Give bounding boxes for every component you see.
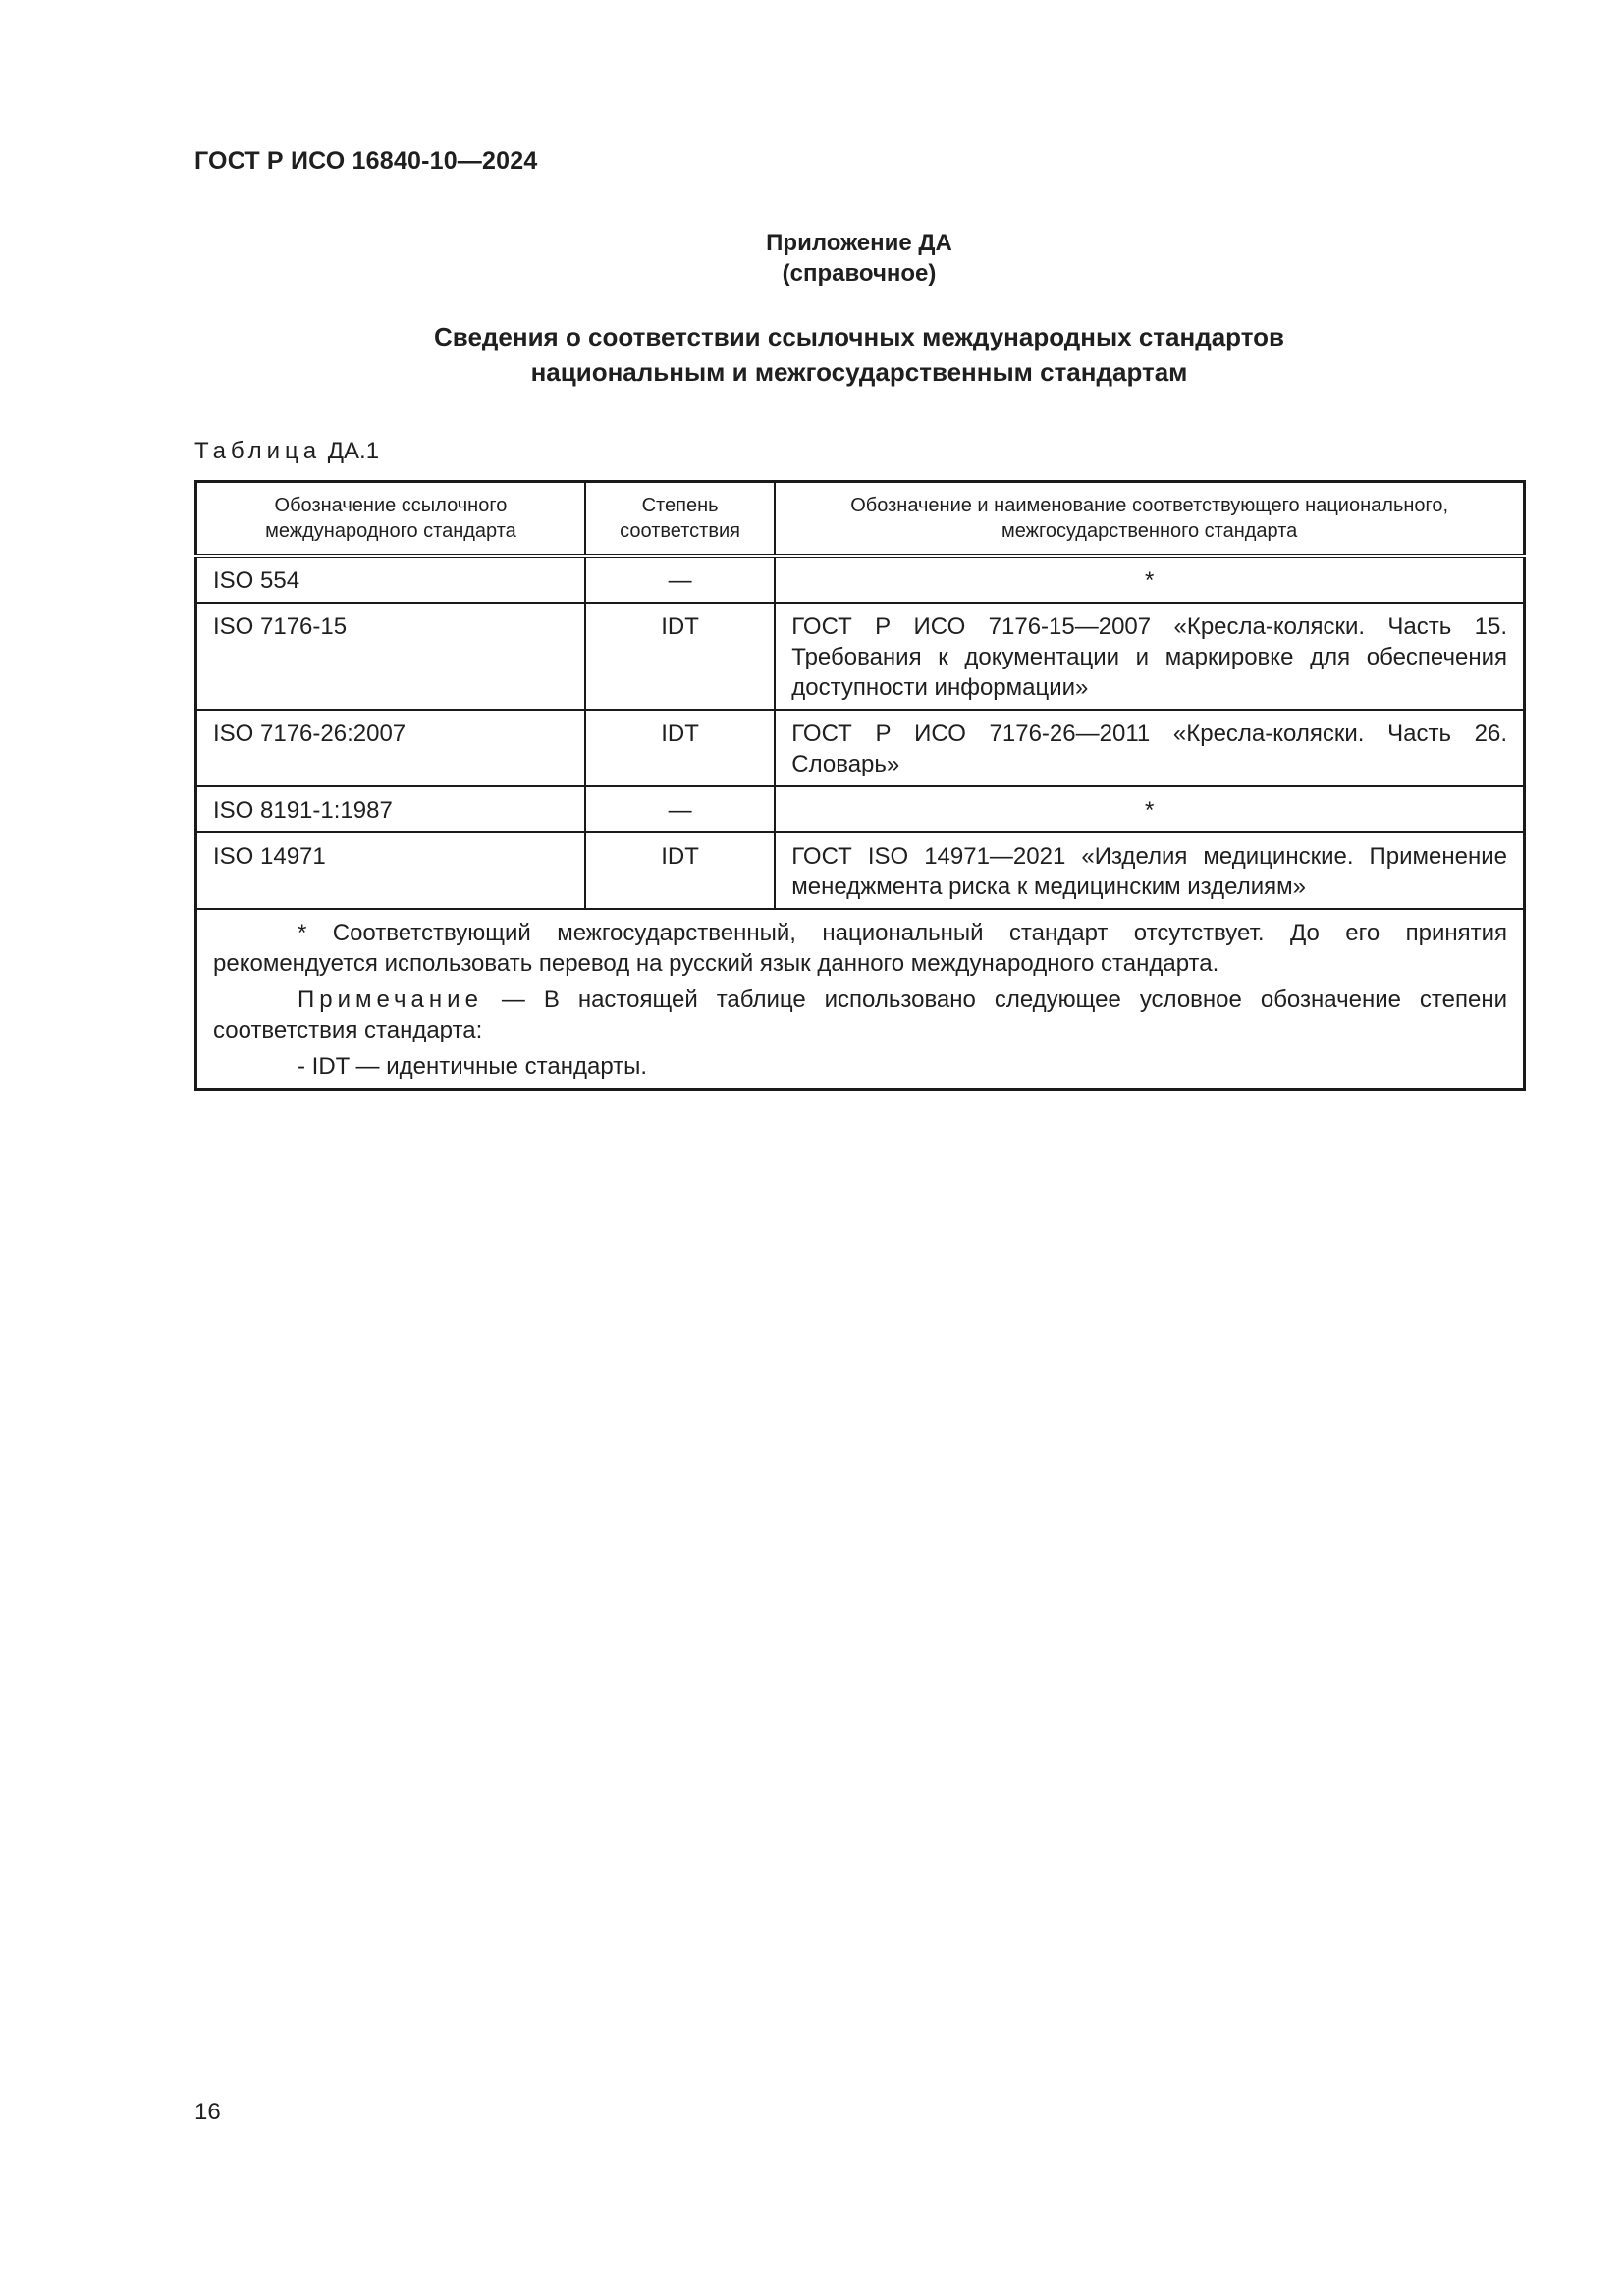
note-text: — В настоящей таблице использовано следующее условное обозначение степени соответствия стандарта:: [213, 987, 1507, 1043]
standards-correspondence-table: [194, 480, 1526, 1091]
table-caption-label: Таблица: [194, 438, 322, 464]
cell-international-standard: ISO 8191-1:1987: [196, 786, 585, 832]
cell-national-standard: ГОСТ Р ИСО 7176-26—2011 «Кресла-коляски. Часть 26. Словарь»: [775, 710, 1524, 786]
appendix-title: Приложение ДА: [766, 230, 952, 256]
table-header-row: [196, 482, 1525, 557]
page-number: 16: [194, 2099, 221, 2125]
cell-degree: —: [585, 786, 775, 832]
table-row: [196, 556, 1525, 603]
table-caption: [194, 438, 379, 465]
cell-degree: IDT: [585, 832, 775, 909]
table-footnote: * Соответствующий межгосударственный, национальный стандарт отсутствует. До его принятия рекомендуется использовать перевод на русский язык данного международного стандарта.: [213, 920, 1507, 977]
cell-degree: —: [585, 556, 775, 603]
table-caption-number: ДА.1: [327, 438, 380, 464]
cell-national-standard: *: [775, 786, 1524, 832]
section-title: [0, 319, 1624, 390]
cell-international-standard: ISO 14971: [196, 832, 585, 909]
table-row: [196, 710, 1525, 786]
note-label: Примечание: [298, 987, 483, 1013]
table-footnote-cell: [196, 909, 1525, 1090]
cell-international-standard: ISO 7176-26:2007: [196, 710, 585, 786]
table-footnote-row: [196, 909, 1525, 1090]
appendix-subtitle: (справочное): [782, 260, 937, 287]
column-header-national: Обозначение и наименование соответствующего национального, межгосударственного стандарта: [775, 482, 1524, 557]
cell-degree: IDT: [585, 603, 775, 710]
cell-international-standard: ISO 554: [196, 556, 585, 603]
cell-national-standard: *: [775, 556, 1524, 603]
section-title-line-1: Сведения о соответствии ссылочных международных стандартов: [434, 322, 1284, 351]
cell-national-standard: ГОСТ ISO 14971—2021 «Изделия медицинские. Применение менеджмента риска к медицинским изделиям»: [775, 832, 1524, 909]
note-list-item: - IDT — идентичные стандарты.: [298, 1053, 648, 1080]
section-title-line-2: национальным и межгосударственным стандартам: [530, 357, 1188, 387]
table-row: [196, 603, 1525, 710]
column-header-international: Обозначение ссылочного международного стандарта: [196, 482, 585, 557]
document-code-header: ГОСТ Р ИСО 16840-10—2024: [194, 147, 538, 175]
appendix-heading: [0, 228, 1624, 289]
cell-national-standard: ГОСТ Р ИСО 7176-15—2007 «Кресла-коляски. Часть 15. Требования к документации и маркировке для обеспечения доступности информации»: [775, 603, 1524, 710]
table-row: [196, 832, 1525, 909]
table-row: [196, 786, 1525, 832]
table-note: [213, 985, 1507, 1045]
cell-international-standard: ISO 7176-15: [196, 603, 585, 710]
column-header-degree: Степень соответствия: [585, 482, 775, 557]
cell-degree: IDT: [585, 710, 775, 786]
